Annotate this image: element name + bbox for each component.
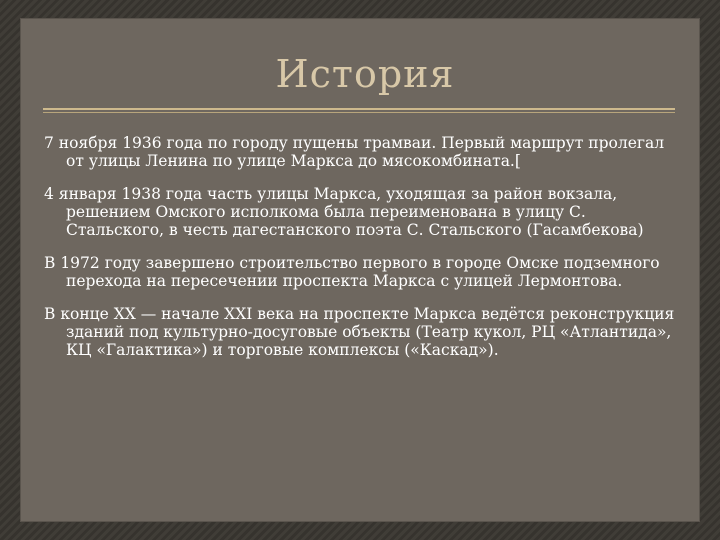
slide-title-wrapper [0, 52, 720, 96]
paragraph-1972-underpass: В 1972 году завершено строительство первого в городе Омске подземного перехода на пересечении проспекта Маркса с улицей Лермонтова. [44, 254, 660, 290]
paragraph-1936-trams: 7 ноября 1936 года по городу пущены трамваи. Первый маршрут пролегал от улицы Ленина по улице Маркса до мясокомбината.[ [44, 134, 665, 170]
title-underline-thin [43, 112, 675, 113]
title-underline [43, 108, 675, 110]
slide-body [44, 134, 684, 374]
paragraph-1938-renaming: 4 января 1938 года часть улицы Маркса, уходящая за район вокзала, решением Омского исполкома была переименована в улицу С. Стальского, в честь дагестанского поэта С. Стальского (Гасамбекова) [44, 185, 644, 239]
paragraph-reconstruction: В конце XX — начале XXI века на проспекте Маркса ведётся реконструкция зданий под культурно-досуговые объекты (Театр кукол, РЦ «Атлантида», КЦ «Галактика») и торговые комплексы («Каскад»). [44, 305, 675, 359]
slide-title: История [275, 52, 455, 96]
